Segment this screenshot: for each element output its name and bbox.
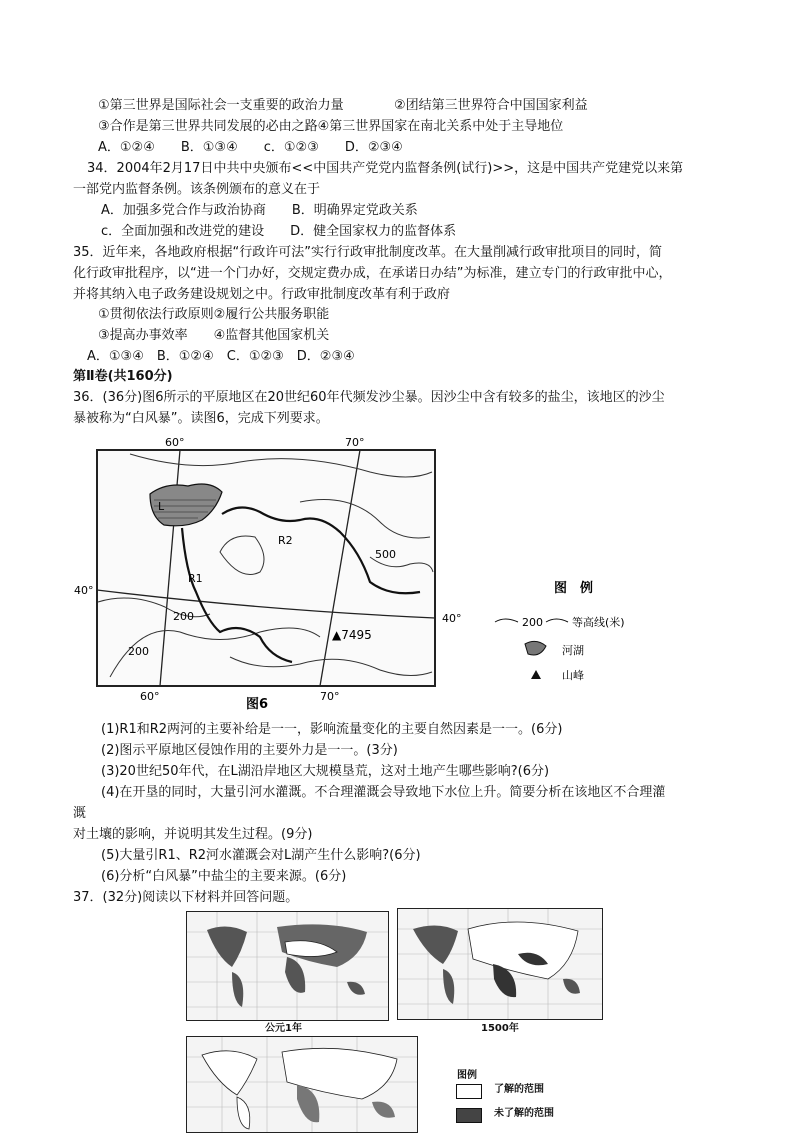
q35-stem-line2: 化行政审批程序，以“进一个门办好，交规定费办成，在承诺日办结”为标准，建立专门的行政审批中心， — [73, 266, 672, 281]
contour-200-label-b: 200 — [173, 610, 194, 623]
river-r1-label: R1 — [188, 572, 203, 585]
q34-stem-line2: 一部党内监督条例。该条例颁布的意义在于 — [73, 182, 321, 197]
map-caption-1500: 1500年 — [481, 1023, 519, 1034]
legend-unknown-label: 未了解的范围 — [494, 1108, 554, 1119]
q35-stem-line1: 35．近年来，各地政府根据“行政许可法”实行行政审批制度改革。在大量削减行政审批项目的同时，简 — [73, 245, 663, 260]
q37-stem: 37．(32分)阅读以下材料并回答问题。 — [73, 890, 299, 905]
figure-6-caption: 图6 — [246, 697, 269, 710]
world-map-ad1 — [186, 911, 389, 1021]
lon-top-right: 70° — [345, 436, 365, 449]
q36-sub-3: (3)20世纪50年代，在L湖沿岸地区大规模垦荒，这对土地产生哪些影响?(6分) — [101, 764, 550, 779]
legend-contour-sample — [495, 619, 518, 622]
legend-title: 图 例 — [554, 581, 594, 596]
q34-choices-cd: c．全面加强和改进党的建设 D．健全国家权力的监督体系 — [101, 224, 457, 239]
river-r2-label: R2 — [278, 534, 293, 547]
legend-known-swatch — [456, 1084, 482, 1099]
q36-sub-1: (1)R1和R2两河的主要补给是一一，影响流量变化的主要自然因素是一一。(6分) — [101, 722, 563, 737]
legend-peak-label: 山峰 — [562, 669, 584, 682]
q36-stem-line1: 36．(36分)图6所示的平原地区在20世纪60年代频发沙尘暴。因沙尘中含有较多的盐尘，该地区的沙尘 — [73, 390, 665, 405]
q33-option-2: ②团结第三世界符合中国国家利益 — [394, 98, 588, 113]
world-map-1500 — [397, 908, 603, 1020]
lon-bottom-right: 70° — [320, 690, 340, 703]
q35-choices: A．①③④ B．①②④ C．①②③ D．②③④ — [87, 349, 355, 364]
q36-sub-4-line2: 溉 — [73, 806, 87, 821]
q35-options-3-4: ③提高办事效率 ④监督其他国家机关 — [98, 328, 330, 343]
q36-sub-4-line3: 对土壤的影响，并说明其发生过程。(9分) — [73, 827, 313, 842]
q35-options-1-2: ①贯彻依法行政原则②履行公共服务职能 — [98, 307, 330, 322]
q33-option-3-4: ③合作是第三世界共同发展的必由之路④第三世界国家在南北关系中处于主导地位 — [98, 119, 564, 134]
legend-peak-icon — [531, 670, 541, 679]
section-2-heading: 第Ⅱ卷(共160分) — [73, 369, 173, 384]
q36-stem-line2: 暴被称为“白风暴”。读图6，完成下列要求。 — [73, 411, 329, 426]
legend-unknown-swatch — [456, 1108, 482, 1123]
legend-known-label: 了解的范围 — [494, 1084, 544, 1095]
q34-choices-ab: A．加强多党合作与政治协商 B．明确界定党政关系 — [101, 203, 418, 218]
map-caption-ad1: 公元1年 — [265, 1023, 302, 1034]
contour-200-label-a: 200 — [128, 645, 149, 658]
q36-sub-2: (2)图示平原地区侵蚀作用的主要外力是一一。(3分) — [101, 743, 398, 758]
q36-sub-4-line1: (4)在开垦的同时，大量引河水灌溉。不合理灌溉会导致地下水位上升。简要分析在该地区不合理灌 — [101, 785, 666, 800]
lon-top-left: 60° — [165, 436, 185, 449]
legend-lake-label: 河湖 — [562, 644, 584, 657]
q35-stem-line3: 并将其纳入电子政务建设规划之中。行政审批制度改革有利于政府 — [73, 287, 451, 302]
legend-lake-icon — [525, 641, 546, 655]
legend-contour-label: 等高线(米) — [572, 616, 625, 629]
q37-legend-title: 图例 — [457, 1070, 477, 1081]
q33-option-1: ①第三世界是国际社会一支重要的政治力量 — [98, 98, 344, 113]
q36-sub-6: (6)分析“白风暴”中盐尘的主要来源。(6分) — [101, 869, 347, 884]
lat-right: 40° — [442, 612, 462, 625]
lat-left: 40° — [74, 584, 94, 597]
peak-label: ▲7495 — [332, 628, 372, 642]
world-map-third — [186, 1036, 418, 1133]
figure-6-map — [70, 432, 670, 710]
q34-stem-line1: 34．2004年2月17日中共中央颁布<<中国共产党党内监督条例(试行)>>，这是中国共产党建党以来第 — [87, 161, 684, 176]
lake-label: L — [158, 500, 165, 513]
lon-bottom-left: 60° — [140, 690, 160, 703]
q33-choices: A．①②④ B．①③④ c．①②③ D．②③④ — [98, 140, 403, 155]
contour-500-label: 500 — [375, 548, 396, 561]
legend-contour-value: 200 — [522, 616, 543, 629]
q36-sub-5: (5)大量引R1、R2河水灌溉会对L湖产生什么影响?(6分) — [101, 848, 421, 863]
